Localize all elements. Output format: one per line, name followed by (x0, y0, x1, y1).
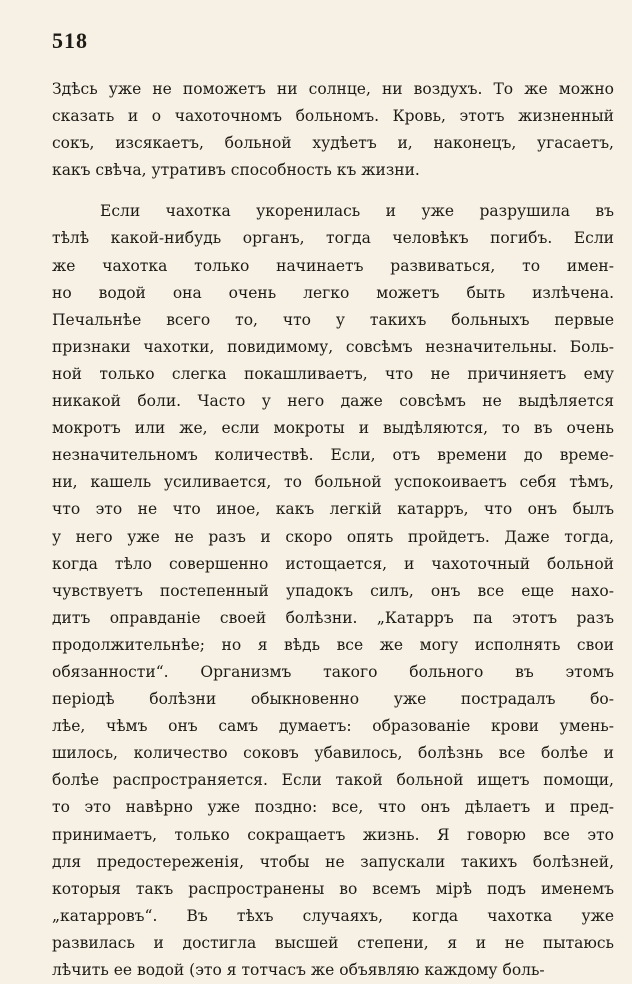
text-line: сокъ, изсякаетъ, больной худѣетъ и, наконецъ, угасаетъ, (52, 134, 614, 153)
text-line: лѣчить ее водой (это я тотчасъ же объявляю каждому боль- (52, 961, 545, 979)
text-line: Здѣсь уже не поможетъ ни солнце, ни воздухъ. То же можно (52, 80, 614, 98)
text-line: Если чахотка укоренилась и уже разрушила въ (100, 202, 614, 221)
text-line: чувствуетъ постепенный упадокъ силъ, онъ все еще нахо- (52, 581, 614, 600)
text-line: Печальнѣе всего то, что у такихъ больныхъ первые (52, 310, 614, 329)
text-line: мокротъ или же, если мокроты и выдѣляются, то въ очень (52, 419, 614, 438)
paragraph-gap (52, 184, 614, 198)
text-line: у него уже не разъ и скоро опять пройдетъ. Даже тогда, (52, 527, 614, 546)
paragraph (52, 76, 614, 184)
text-line: но водой она очень легко можетъ быть излѣчена. (52, 283, 614, 302)
text-line: же чахотка только начинаетъ развиваться, то имен- (52, 256, 614, 275)
text-line: лѣе, чѣмъ онъ самъ думаетъ: образованіе крови умень- (52, 717, 614, 736)
text-line: обязанности“. Организмъ такого больного въ этомъ (52, 662, 614, 681)
text-line: „катарровъ“. Въ тѣхъ случаяхъ, когда чахотка уже (52, 906, 614, 925)
text-line: періодѣ болѣзни обыкновенно уже пострадалъ бо- (52, 690, 614, 709)
text-line: какъ свѣча, утративъ способность къ жизни. (52, 161, 420, 180)
text-line: которыя такъ распространены во всемъ мірѣ подъ именемъ (52, 879, 614, 898)
page-number: 518 (52, 28, 88, 53)
text-line: ной только слегка покашливаетъ, что не причиняетъ ему (52, 364, 614, 383)
text-line: принимаетъ, только сокращаетъ жизнь. Я говорю все это (52, 825, 614, 844)
text-line: дитъ оправданіе своей болѣзни. „Катарръ па этотъ разъ (52, 608, 614, 627)
text-line: то это навѣрно уже поздно: все, что онъ дѣлаетъ и пред- (52, 798, 614, 817)
text-line: сказать и о чахоточномъ больномъ. Кровь, этотъ жизненный (52, 107, 614, 126)
text-line: болѣе распространяется. Если такой больной ищетъ помощи, (52, 771, 614, 790)
text-line: ни, кашель усиливается, то больной успокоиваетъ себя тѣмъ, (52, 473, 614, 492)
text-line: когда тѣло совершенно истощается, и чахоточный больной (52, 554, 614, 573)
body-text (52, 76, 614, 984)
text-line: тѣлѣ какой-нибудь органъ, тогда человѣкъ погибъ. Если (52, 229, 614, 248)
text-line: никакой боли. Часто у него даже совсѣмъ не выдѣляется (52, 392, 614, 411)
text-line: незначительномъ количествѣ. Если, отъ времени до време- (52, 446, 614, 465)
text-line: для предостереженія, чтобы не запускали такихъ болѣзней, (52, 852, 614, 871)
text-line: продолжительнѣе; но я вѣдь все же могу исполнять свои (52, 635, 614, 654)
text-line: что это не что иное, какъ легкій катарръ, что онъ былъ (52, 500, 614, 519)
paragraph (52, 198, 614, 984)
text-line: шилось, количество соковъ убавилось, болѣзнь все болѣе и (52, 744, 614, 763)
text-line: признаки чахотки, повидимому, совсѣмъ незначительны. Боль- (52, 337, 614, 356)
text-line: развилась и достигла высшей степени, я и не пытаюсь (52, 933, 614, 952)
